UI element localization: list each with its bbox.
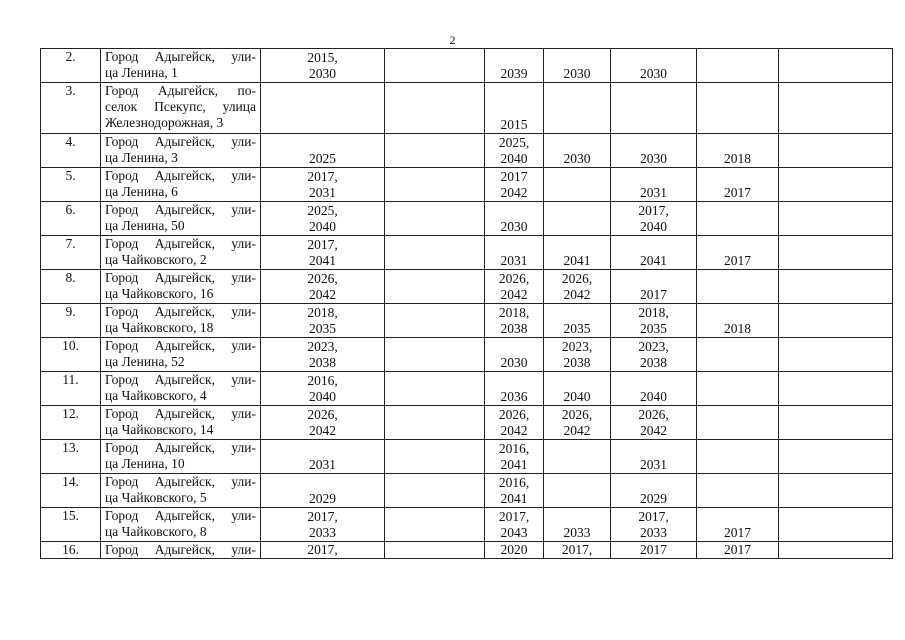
value-cell [544,542,611,559]
value-cell [611,440,697,474]
value-cell [385,508,485,542]
address-cell [101,474,261,508]
year-value: 2026, [561,407,593,422]
value-cell [779,338,893,372]
value-cell [779,474,893,508]
table-body [41,49,893,559]
table-row [41,134,893,168]
year-value: 2042 [563,287,591,302]
table-row [41,168,893,202]
address-cell [101,49,261,83]
value-cell [261,270,385,304]
year-value: 2026, [498,407,530,422]
year-value: 2041 [563,253,591,268]
value-cell [697,304,779,338]
row-number: 12. [62,406,79,421]
year-value: 2030 [500,355,528,370]
address-line: Город Адыгейск, ули- [105,202,256,217]
year-value: 2017, [638,509,669,524]
year-value: 2015, [307,50,338,65]
table-row [41,440,893,474]
row-number: 14. [62,474,79,489]
value-cell [261,236,385,270]
value-cell [779,134,893,168]
value-cell [544,508,611,542]
row-number: 2. [65,49,76,64]
year-value: 2042 [500,185,528,200]
year-value: 2041 [500,491,528,506]
value-cell [261,508,385,542]
value-cell [544,236,611,270]
year-value: 2026, [307,407,338,422]
address-cell [101,304,261,338]
value-cell [485,338,544,372]
year-value: 2030 [563,66,591,81]
value-cell [485,406,544,440]
row-number-cell [41,406,101,440]
address-cell [101,134,261,168]
row-number-cell [41,168,101,202]
value-cell [779,542,893,559]
row-number: 9. [65,304,76,319]
value-cell [779,508,893,542]
row-number: 10. [62,338,79,353]
value-cell [385,83,485,134]
year-value: 2042 [563,423,591,438]
year-value: 2040 [500,151,528,166]
address-line: селок Псекупс, улица [105,99,256,114]
year-value: 2038 [640,355,667,370]
value-cell [385,134,485,168]
address-line: Город Адыгейск, ули- [105,49,256,64]
value-cell [485,542,544,559]
value-cell [261,372,385,406]
table-row [41,542,893,559]
value-cell [611,508,697,542]
value-cell [611,134,697,168]
row-number: 4. [65,134,76,149]
value-cell [485,168,544,202]
year-value: 2042 [309,423,336,438]
address-cell [101,508,261,542]
value-cell [385,304,485,338]
year-value: 2033 [640,525,667,540]
value-cell [261,83,385,134]
year-value: 2030 [640,66,667,81]
address-line: Город Адыгейск, по- [105,83,256,98]
year-value: 2016, [498,475,530,490]
table-row [41,508,893,542]
value-cell [261,49,385,83]
address-line: Город Адыгейск, ули- [105,440,256,455]
value-cell [779,440,893,474]
address-line: ца Ленина, 6 [105,184,178,199]
year-value: 2016, [498,441,530,456]
year-value: 2018, [307,305,338,320]
value-cell [485,83,544,134]
value-cell [385,49,485,83]
address-cell [101,168,261,202]
address-line: ца Чайковского, 2 [105,252,207,267]
value-cell [697,338,779,372]
value-cell [261,542,385,559]
value-cell [544,270,611,304]
year-value: 2017, [638,203,669,218]
row-number: 16. [62,542,79,557]
row-number: 7. [65,236,76,251]
row-number-cell [41,270,101,304]
year-value: 2040 [640,389,667,404]
value-cell [485,236,544,270]
row-number: 5. [65,168,76,183]
year-value: 2017 [640,287,667,302]
year-value: 2042 [640,423,667,438]
year-value: 2031 [500,253,528,268]
address-line: Город Адыгейск, ули- [105,304,256,319]
value-cell [611,406,697,440]
row-number-cell [41,202,101,236]
value-cell [611,474,697,508]
year-value: 2038 [309,355,336,370]
year-value: 2035 [563,321,591,336]
value-cell [544,168,611,202]
value-cell [697,168,779,202]
address-line: Город Адыгейск, ули- [105,474,256,489]
schedule-table [40,48,893,559]
year-value: 2026, [561,271,593,286]
address-cell [101,440,261,474]
value-cell [385,202,485,236]
year-value: 2017 [500,169,528,184]
value-cell [544,83,611,134]
address-line: ца Чайковского, 8 [105,524,207,539]
value-cell [779,236,893,270]
value-cell [697,270,779,304]
year-value: 2017 [640,542,667,557]
row-number-cell [41,49,101,83]
year-value: 2041 [309,253,336,268]
value-cell [385,236,485,270]
year-value: 2025, [498,135,530,150]
address-line: ца Ленина, 50 [105,218,185,233]
year-value: 2031 [640,185,667,200]
value-cell [385,406,485,440]
value-cell [779,406,893,440]
value-cell [779,304,893,338]
year-value: 2030 [563,151,591,166]
year-value: 2025 [309,151,336,166]
value-cell [261,202,385,236]
value-cell [544,134,611,168]
value-cell [779,372,893,406]
table-row [41,83,893,134]
value-cell [779,168,893,202]
address-line: Город Адыгейск, ули- [105,542,256,557]
row-number: 15. [62,508,79,523]
year-value: 2015 [500,117,528,132]
address-line: ца Чайковского, 14 [105,422,214,437]
value-cell [261,440,385,474]
value-cell [261,304,385,338]
value-cell [697,134,779,168]
year-value: 2023, [307,339,338,354]
value-cell [611,202,697,236]
value-cell [697,406,779,440]
row-number-cell [41,474,101,508]
year-value: 2031 [309,457,336,472]
value-cell [261,406,385,440]
year-value: 2040 [563,389,591,404]
year-value: 2038 [500,321,528,336]
value-cell [697,236,779,270]
year-value: 2038 [563,355,591,370]
year-value: 2030 [500,219,528,234]
year-value: 2040 [309,389,336,404]
year-value: 2017 [724,253,751,268]
year-value: 2042 [309,287,336,302]
row-number: 8. [65,270,76,285]
value-cell [611,49,697,83]
row-number-cell [41,542,101,559]
year-value: 2018, [638,305,669,320]
value-cell [544,304,611,338]
row-number-cell [41,508,101,542]
address-cell [101,406,261,440]
value-cell [485,134,544,168]
value-cell [385,168,485,202]
year-value: 2018 [724,321,751,336]
value-cell [544,202,611,236]
year-value: 2036 [500,389,528,404]
address-line: Город Адыгейск, ули- [105,134,256,149]
year-value: 2031 [640,457,667,472]
address-cell [101,372,261,406]
value-cell [611,270,697,304]
table-row [41,304,893,338]
row-number-cell [41,134,101,168]
address-cell [101,542,261,559]
year-value: 2041 [640,253,667,268]
year-value: 2035 [640,321,667,336]
address-line: Город Адыгейск, ули- [105,338,256,353]
year-value: 2017, [307,509,338,524]
year-value: 2040 [640,219,667,234]
address-line: ца Чайковского, 16 [105,286,214,301]
row-number-cell [41,83,101,134]
value-cell [697,508,779,542]
value-cell [544,372,611,406]
value-cell [485,440,544,474]
value-cell [544,474,611,508]
year-value: 2029 [640,491,667,506]
value-cell [385,474,485,508]
value-cell [385,542,485,559]
value-cell [697,440,779,474]
year-value: 2026, [638,407,669,422]
year-value: 2018, [498,305,530,320]
row-number: 6. [65,202,76,217]
address-cell [101,338,261,372]
value-cell [485,304,544,338]
address-line: ца Чайковского, 5 [105,490,207,505]
year-value: 2033 [563,525,591,540]
year-value: 2042 [500,423,528,438]
value-cell [697,474,779,508]
address-line: ца Чайковского, 4 [105,388,207,403]
year-value: 2017, [561,542,593,557]
value-cell [697,49,779,83]
address-line: ца Ленина, 3 [105,150,178,165]
year-value: 2029 [309,491,336,506]
value-cell [485,202,544,236]
address-cell [101,236,261,270]
value-cell [544,49,611,83]
value-cell [485,49,544,83]
year-value: 2017 [724,542,751,557]
table-row [41,406,893,440]
value-cell [779,202,893,236]
value-cell [544,440,611,474]
year-value: 2031 [309,185,336,200]
year-value: 2026, [307,271,338,286]
row-number: 11. [62,372,79,387]
table-row [41,372,893,406]
year-value: 2030 [309,66,336,81]
year-value: 2040 [309,219,336,234]
year-value: 2017 [724,185,751,200]
address-line: Город Адыгейск, ули- [105,270,256,285]
address-line: Город Адыгейск, ули- [105,372,256,387]
value-cell [544,338,611,372]
value-cell [779,83,893,134]
value-cell [261,168,385,202]
year-value: 2026, [498,271,530,286]
address-line: ца Чайковского, 18 [105,320,214,335]
value-cell [261,338,385,372]
year-value: 2033 [309,525,336,540]
value-cell [611,542,697,559]
value-cell [611,304,697,338]
year-value: 2017, [498,509,530,524]
address-cell [101,202,261,236]
value-cell [261,134,385,168]
value-cell [779,49,893,83]
value-cell [485,372,544,406]
year-value: 2039 [500,66,528,81]
table-row [41,474,893,508]
year-value: 2023, [561,339,593,354]
year-value: 2023, [638,339,669,354]
value-cell [385,372,485,406]
row-number-cell [41,304,101,338]
value-cell [485,270,544,304]
year-value: 2016, [307,373,338,388]
value-cell [611,338,697,372]
address-line: Город Адыгейск, ули- [105,406,256,421]
year-value: 2041 [500,457,528,472]
value-cell [611,168,697,202]
year-value: 2017, [307,169,338,184]
table-row [41,49,893,83]
row-number-cell [41,372,101,406]
value-cell [385,338,485,372]
year-value: 2017, [307,237,338,252]
value-cell [611,83,697,134]
address-line: Город Адыгейск, ули- [105,508,256,523]
value-cell [544,406,611,440]
row-number: 13. [62,440,79,455]
table-row [41,338,893,372]
table-row [41,270,893,304]
year-value: 2035 [309,321,336,336]
year-value: 2043 [500,525,528,540]
page-number: 2 [449,33,456,47]
year-value: 2017 [724,525,751,540]
address-line: ца Ленина, 10 [105,456,185,471]
value-cell [611,236,697,270]
value-cell [261,474,385,508]
row-number: 3. [65,83,76,98]
year-value: 2020 [500,542,528,557]
value-cell [697,202,779,236]
year-value: 2025, [307,203,338,218]
table-row [41,236,893,270]
value-cell [697,542,779,559]
value-cell [697,372,779,406]
address-cell [101,83,261,134]
address-line: ца Ленина, 52 [105,354,185,369]
value-cell [697,83,779,134]
value-cell [485,508,544,542]
row-number-cell [41,236,101,270]
address-cell [101,270,261,304]
value-cell [485,474,544,508]
year-value: 2042 [500,287,528,302]
address-line: Город Адыгейск, ули- [105,236,256,251]
year-value: 2017, [307,542,338,557]
value-cell [779,270,893,304]
value-cell [611,372,697,406]
row-number-cell [41,338,101,372]
year-value: 2030 [640,151,667,166]
address-line: ца Ленина, 1 [105,65,178,80]
value-cell [385,270,485,304]
year-value: 2018 [724,151,751,166]
address-line: Железнодорожная, 3 [105,115,224,130]
row-number-cell [41,440,101,474]
address-line: Город Адыгейск, ули- [105,168,256,183]
value-cell [385,440,485,474]
table-row [41,202,893,236]
